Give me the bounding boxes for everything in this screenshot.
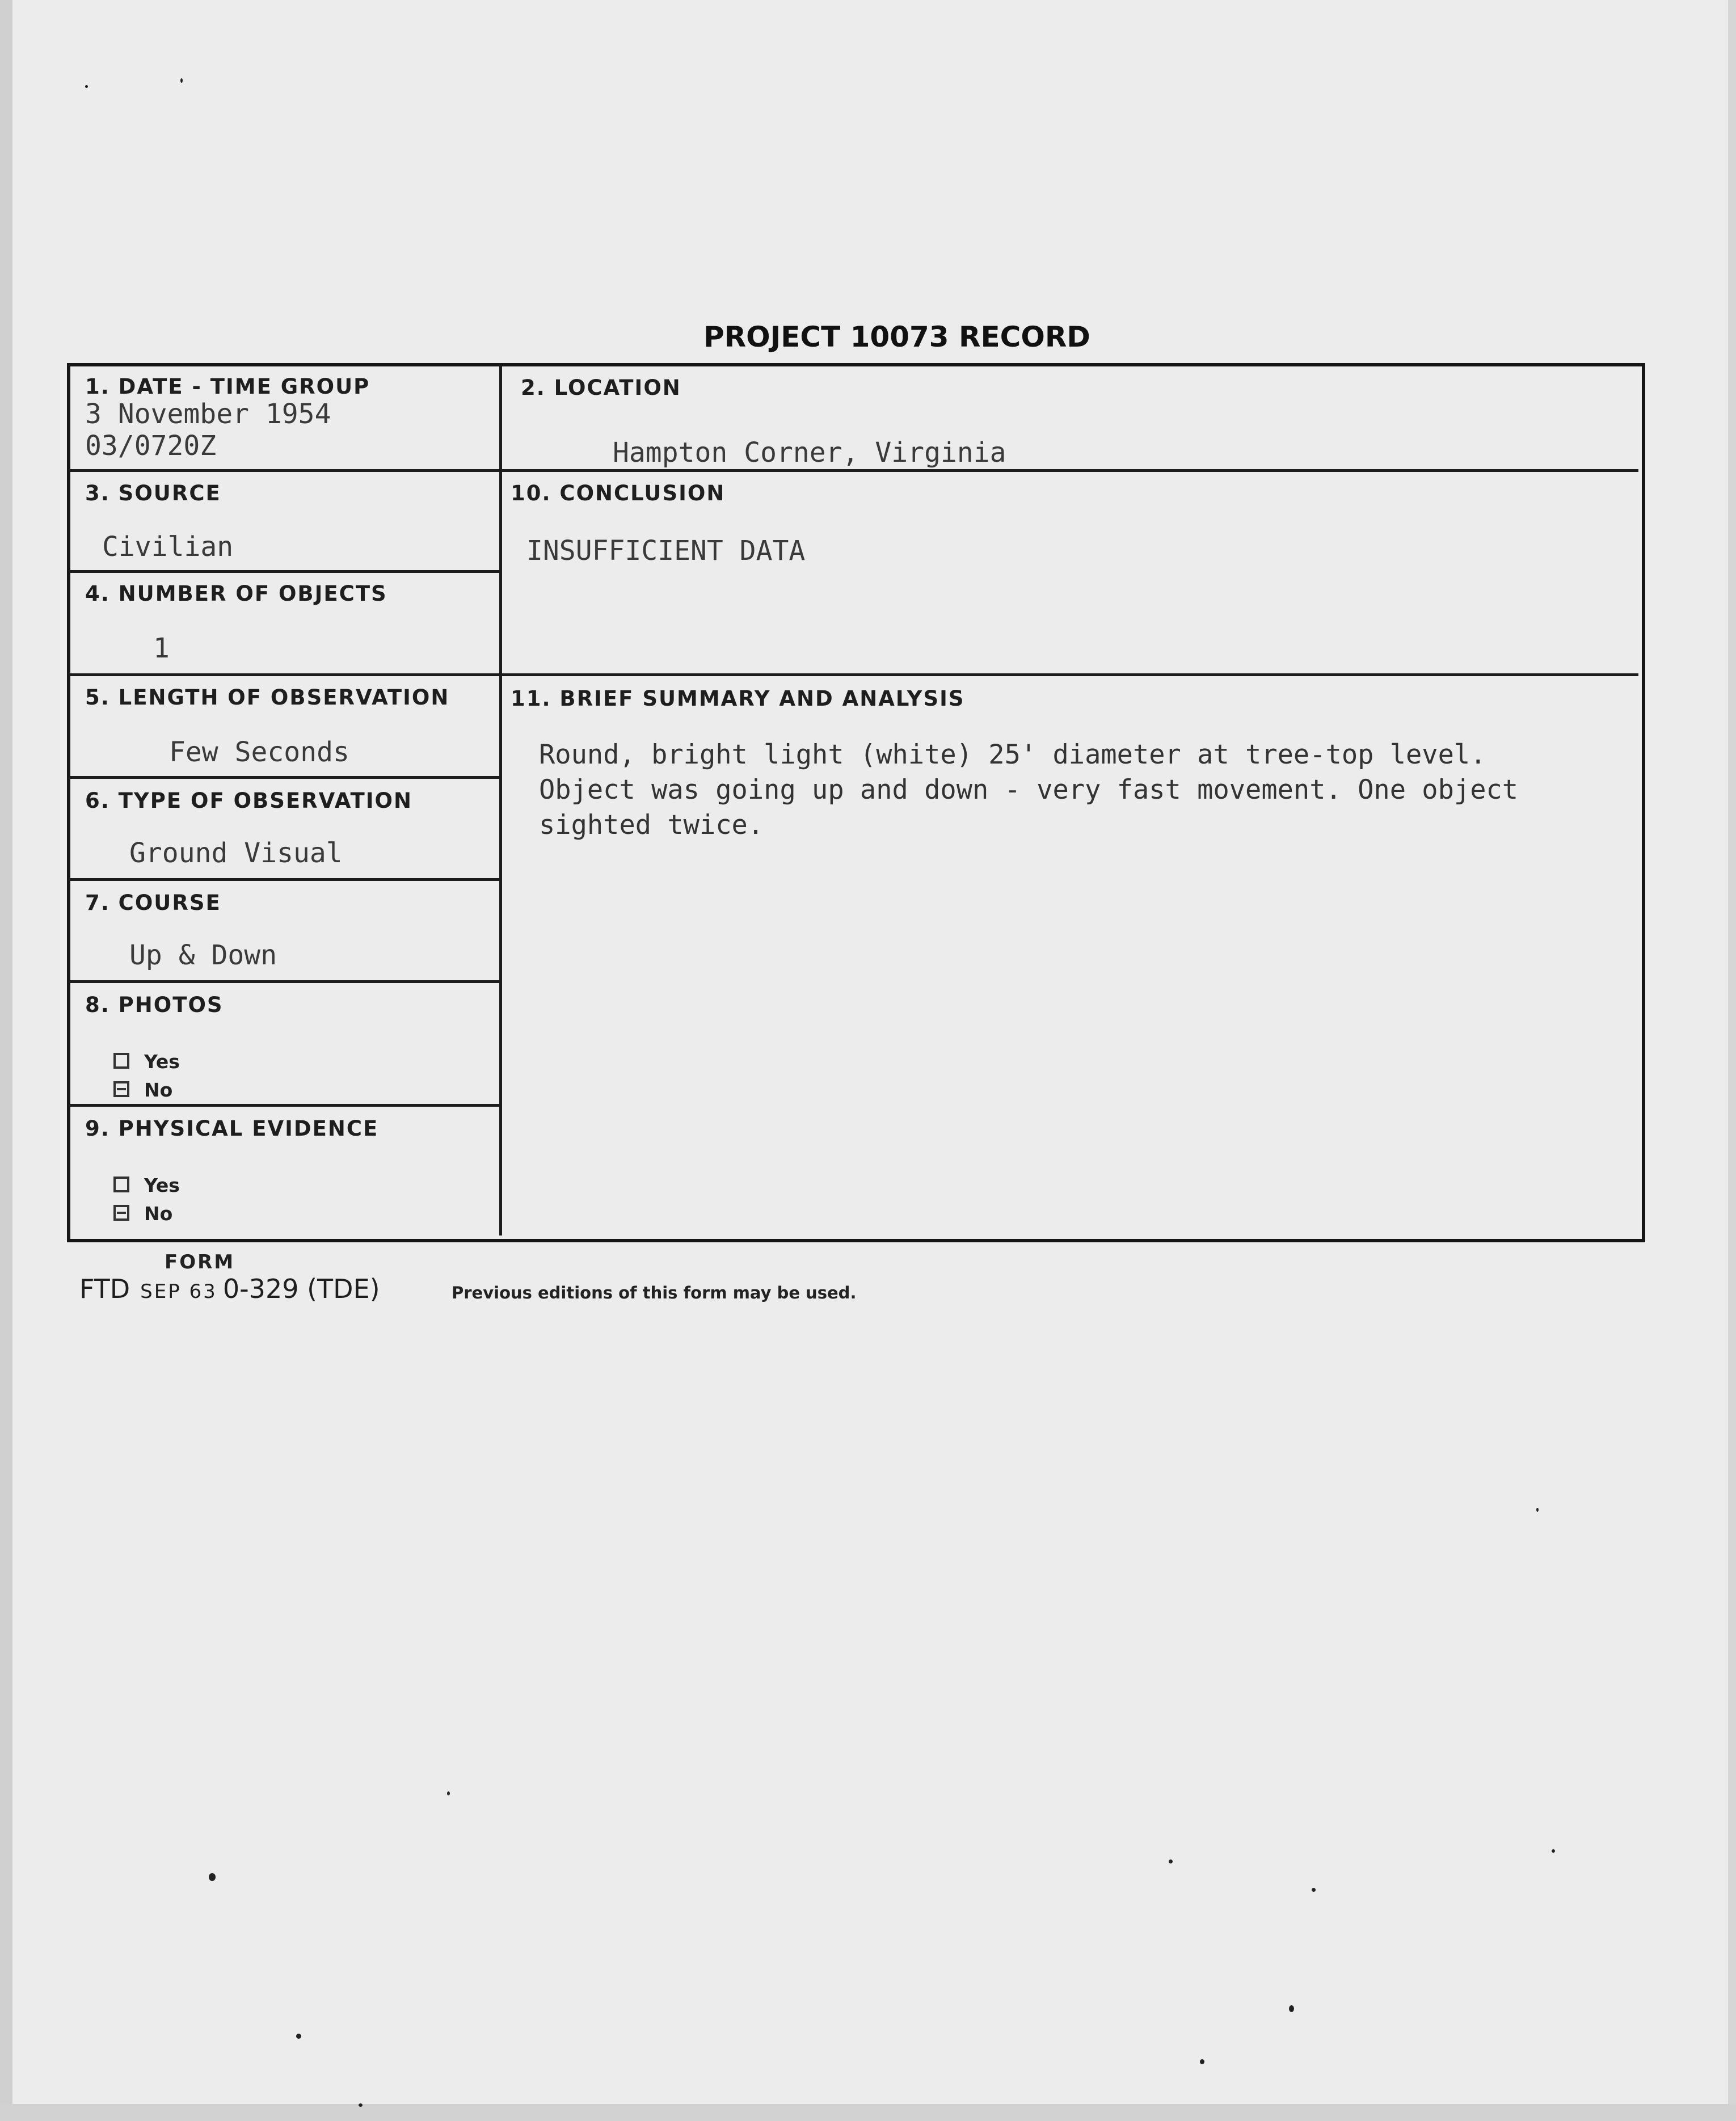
summary-text: Round, bright light (white) 25' diameter at tree-top level. Object was going up and down - very fast movement. One object sighted twice. [539, 739, 1519, 841]
left-divider-source [69, 570, 501, 573]
scan-speck [1200, 2059, 1204, 2064]
evidence-yes-option [113, 1174, 180, 1196]
scan-speck [85, 85, 88, 88]
row-divider-2 [69, 673, 1638, 676]
type-of-observation-value: Ground Visual [129, 837, 343, 869]
number-of-objects-label: 4. NUMBER OF OBJECTS [85, 581, 387, 606]
photos-yes-checkbox [113, 1053, 129, 1069]
left-divider-type [69, 878, 501, 881]
footer-form-number: 0-329 (TDE) [222, 1274, 380, 1304]
conclusion-label: 10. CONCLUSION [511, 481, 726, 505]
scan-speck [296, 2034, 301, 2039]
row-divider-1 [69, 469, 1638, 472]
footer-date-code: SEP 63 [140, 1280, 217, 1303]
photos-yes-option [113, 1051, 180, 1073]
evidence-yes-label: Yes [144, 1174, 180, 1196]
evidence-yes-checkbox [113, 1177, 129, 1192]
scan-speck [447, 1791, 450, 1795]
scan-speck [359, 2103, 363, 2107]
scan-speck [1169, 1859, 1173, 1863]
evidence-no-label: No [144, 1203, 173, 1225]
scan-speck [209, 1873, 216, 1881]
photos-yes-label: Yes [144, 1051, 180, 1073]
left-divider-length [69, 776, 501, 779]
footer-form-word: FORM [165, 1251, 235, 1274]
length-of-observation-value: Few Seconds [169, 736, 349, 768]
length-of-observation-label: 5. LENGTH OF OBSERVATION [85, 685, 450, 710]
footer-form-id [79, 1274, 380, 1304]
evidence-no-checkbox [113, 1205, 129, 1221]
left-divider-course [69, 980, 501, 983]
footer-note: Previous editions of this form may be used. [452, 1283, 857, 1302]
location-label: 2. LOCATION [521, 376, 681, 400]
photos-no-checkbox [113, 1081, 129, 1097]
evidence-no-option [113, 1203, 172, 1225]
date-time-label: 1. DATE - TIME GROUP [85, 374, 370, 399]
footer-ftd: FTD [79, 1274, 130, 1304]
scan-speck [1552, 1849, 1555, 1853]
conclusion-value: INSUFFICIENT DATA [526, 535, 806, 567]
scan-speck [1312, 1888, 1316, 1892]
photos-no-option [113, 1079, 172, 1101]
left-divider-photos [69, 1104, 501, 1107]
form-title: PROJECT 10073 RECORD [703, 321, 1090, 353]
scan-speck [1289, 2005, 1294, 2012]
source-label: 3. SOURCE [85, 481, 221, 505]
scan-speck [180, 78, 183, 83]
course-value: Up & Down [129, 939, 277, 971]
type-of-observation-label: 6. TYPE OF OBSERVATION [85, 788, 412, 813]
summary-label: 11. BRIEF SUMMARY AND ANALYSIS [511, 686, 965, 711]
photos-label: 8. PHOTOS [85, 993, 224, 1017]
physical-evidence-label: 9. PHYSICAL EVIDENCE [85, 1116, 379, 1141]
scan-speck [1536, 1508, 1539, 1512]
time-group-value: 03/0720Z [85, 430, 217, 462]
course-label: 7. COURSE [85, 891, 221, 915]
number-of-objects-value: 1 [153, 632, 170, 664]
photos-no-label: No [144, 1079, 173, 1101]
date-value: 3 November 1954 [85, 398, 331, 430]
location-value: Hampton Corner, Virginia [613, 437, 1006, 469]
source-value: Civilian [102, 531, 234, 563]
